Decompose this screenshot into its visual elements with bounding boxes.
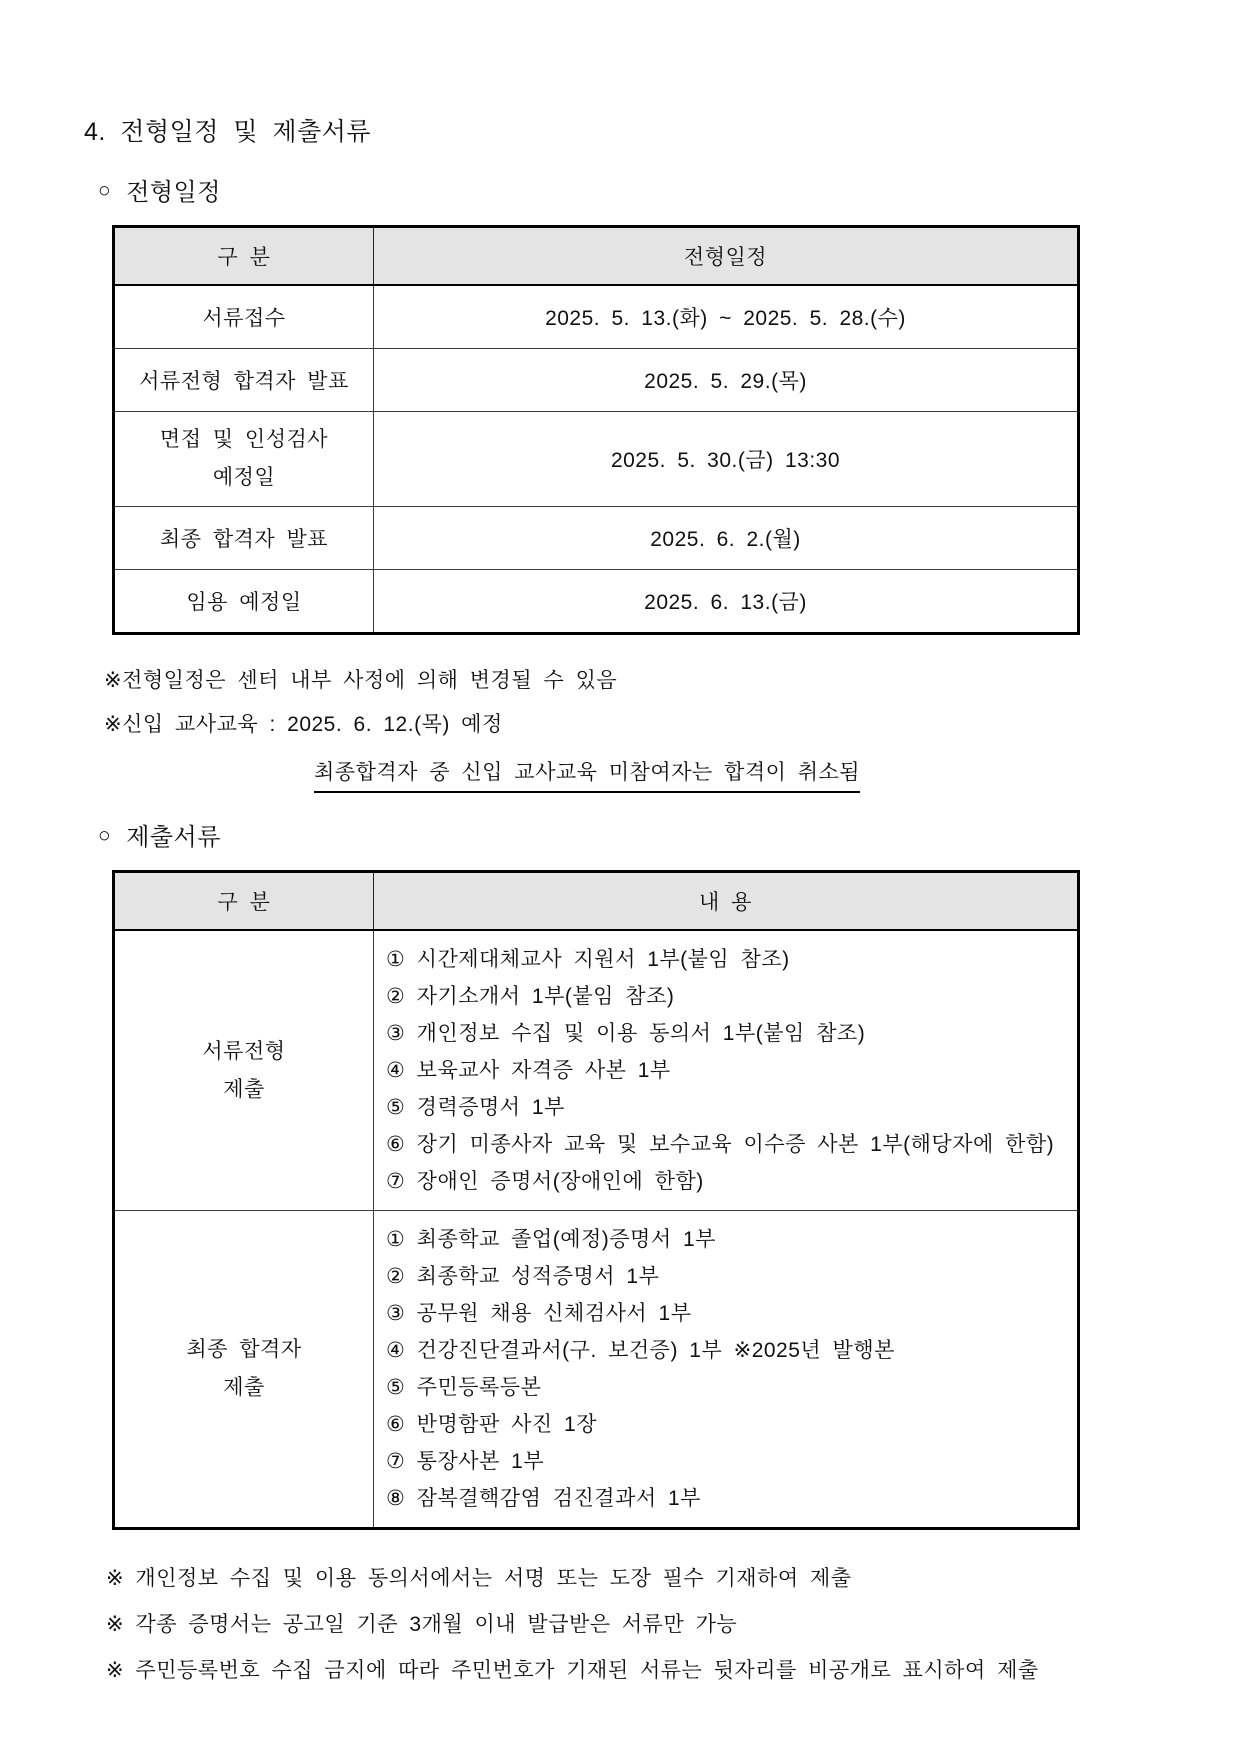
documents-col-value-header: 내 용 — [374, 872, 1079, 931]
document-item: ⑤ 경력증명서 1부 — [386, 1096, 565, 1119]
items-cell — [374, 930, 1079, 1211]
circle-bullet-icon: ○ — [98, 179, 112, 202]
category-cell — [114, 930, 374, 1211]
document-item: ① 시간제대체교사 지원서 1부(붙임 참조) — [386, 948, 790, 971]
items-cell — [374, 1211, 1079, 1529]
category-line-2: 제출 — [223, 1077, 265, 1101]
category-line-1: 서류전형 — [202, 1039, 286, 1063]
category-cell: 최종 합격자 발표 — [114, 507, 374, 570]
document-item: ⑦ 장애인 증명서(장애인에 한함) — [386, 1170, 704, 1193]
document-item: ⑥ 반명함판 사진 1장 — [386, 1413, 598, 1436]
value-cell: 2025. 5. 30.(금) 13:30 — [374, 412, 1079, 507]
table-row — [114, 349, 1079, 412]
documents-table — [112, 870, 1080, 1530]
note-line: ※신입 교사교육 : 2025. 6. 12.(목) 예정 — [104, 713, 503, 736]
value-cell: 2025. 6. 2.(월) — [374, 507, 1079, 570]
category-line-1: 면접 및 인성검사 — [159, 428, 329, 451]
document-item: ⑥ 장기 미종사자 교육 및 보수교육 이수증 사본 1부(해당자에 한함) — [386, 1133, 1055, 1156]
schedule-col-category-header: 구 분 — [114, 227, 374, 286]
table-row — [114, 507, 1079, 570]
value-cell: 2025. 5. 29.(목) — [374, 349, 1079, 412]
document-item: ③ 개인정보 수집 및 이용 동의서 1부(붙임 참조) — [386, 1022, 866, 1045]
category-line-1: 최종 합격자 — [186, 1338, 302, 1361]
document-item: ② 최종학교 성적증명서 1부 — [386, 1265, 660, 1288]
table-row — [114, 570, 1079, 634]
document-item: ④ 보육교사 자격증 사본 1부 — [386, 1059, 671, 1082]
schedule-section-heading — [98, 172, 1182, 207]
value-cell: 2025. 5. 13.(화) ~ 2025. 5. 28.(수) — [374, 285, 1079, 349]
category-cell: 서류전형 합격자 발표 — [114, 349, 374, 412]
table-row — [114, 930, 1079, 1211]
document-item: ① 최종학교 졸업(예정)증명서 1부 — [386, 1228, 716, 1251]
category-line-2: 제출 — [223, 1376, 265, 1399]
category-cell: 임용 예정일 — [114, 570, 374, 634]
table-row — [114, 412, 1079, 507]
schedule-col-value-header: 전형일정 — [374, 227, 1079, 286]
document-item: ⑤ 주민등록등본 — [386, 1376, 542, 1399]
schedule-heading-label: 전형일정 — [126, 179, 221, 206]
document-title: 4. 전형일정 및 제출서류 — [84, 118, 372, 146]
circle-bullet-icon: ○ — [98, 824, 112, 847]
document-item: ③ 공무원 채용 신체검사서 1부 — [386, 1302, 692, 1325]
documents-col-category-header: 구 분 — [114, 872, 374, 931]
note-line: ※전형일정은 센터 내부 사정에 의해 변경될 수 있음 — [104, 669, 618, 692]
category-cell — [114, 412, 374, 507]
documents-section-heading — [98, 817, 1182, 852]
category-cell: 서류접수 — [114, 285, 374, 349]
table-row — [114, 1211, 1079, 1529]
document-item: ④ 건강진단결과서(구. 보건증) 1부 ※2025년 발행본 — [386, 1339, 895, 1362]
table-row — [114, 285, 1079, 349]
category-line-2: 예정일 — [212, 466, 276, 489]
value-cell: 2025. 6. 13.(금) — [374, 570, 1079, 634]
bottom-note: ※ 각종 증명서는 공고일 기준 3개월 이내 발급받은 서류만 가능 — [106, 1613, 738, 1636]
document-item: ⑦ 통장사본 1부 — [386, 1450, 545, 1473]
bottom-note: ※ 주민등록번호 수집 금지에 따라 주민번호가 기재된 서류는 뒷자리를 비공개로 표시하여 제출 — [106, 1659, 1039, 1682]
cancellation-note: 최종합격자 중 신입 교사교육 미참여자는 합격이 취소됨 — [314, 758, 860, 793]
schedule-table-header-row — [114, 227, 1079, 286]
documents-notes — [106, 1556, 1181, 1694]
document-item: ⑧ 잠복결핵감염 검진결과서 1부 — [386, 1487, 701, 1510]
bottom-note: ※ 개인정보 수집 및 이용 동의서에서는 서명 또는 도장 필수 기재하여 제출 — [106, 1567, 852, 1590]
cancellation-note-wrap — [314, 751, 1182, 795]
documents-heading-label: 제출서류 — [126, 824, 221, 851]
schedule-notes — [104, 659, 1182, 795]
documents-table-header-row — [114, 872, 1079, 931]
document-item: ② 자기소개서 1부(붙임 참조) — [386, 985, 675, 1008]
category-cell — [114, 1211, 374, 1529]
schedule-table — [112, 225, 1080, 635]
